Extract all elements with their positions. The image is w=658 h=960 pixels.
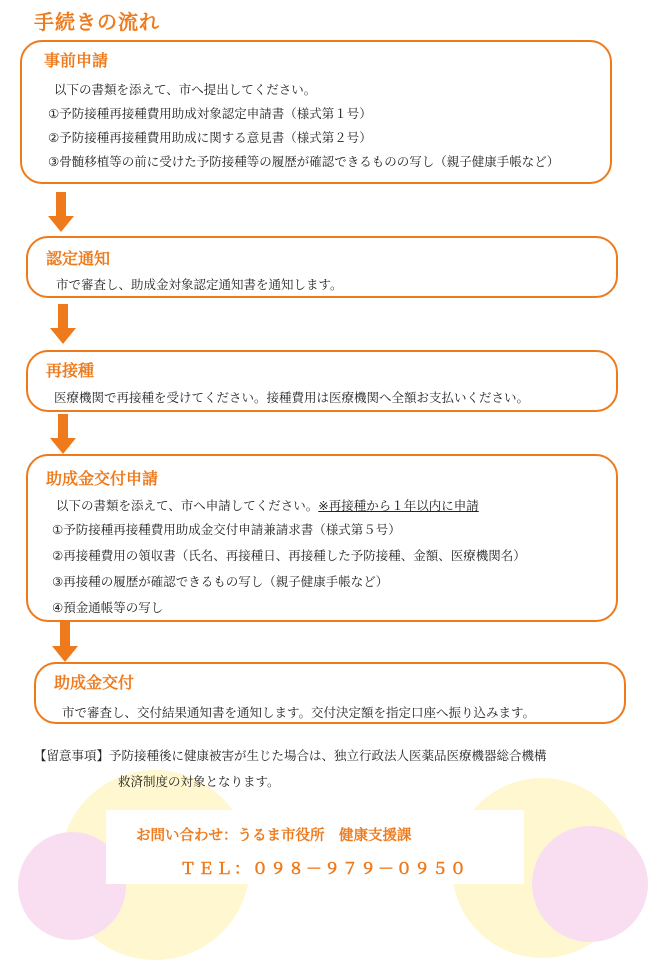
contact-phone: ＴＥＬ：０９８－９７９－０９５０	[180, 859, 469, 878]
step-line: 以下の書類を添えて、市へ提出してください。	[54, 82, 317, 97]
step-line: 市で審査し、助成金対象認定通知書を通知します。	[56, 277, 343, 292]
remark-label: 【留意事項】	[34, 748, 110, 763]
step-heading: 認定通知	[46, 249, 111, 268]
page-title: 手続きの流れ	[34, 10, 160, 34]
remark-line-2: 救済制度の対象となります。	[118, 774, 280, 789]
step-line: ③再接種の履歴が確認できるもの写し（親子健康手帳など）	[52, 574, 389, 589]
step-heading: 助成金交付	[54, 673, 135, 692]
step-heading: 再接種	[46, 361, 95, 380]
step-line: 市で審査し、交付結果通知書を通知します。交付決定額を指定口座へ振り込みます。	[62, 705, 536, 720]
step-line: ②予防接種再接種費用助成に関する意見書（様式第２号）	[48, 130, 372, 145]
step-line: ④預金通帳等の写し	[52, 600, 164, 615]
remark-line-1	[34, 746, 547, 764]
step-line: ③骨髄移植等の前に受けた予防接種等の履歴が確認できるものの写し（親子健康手帳など）	[48, 154, 560, 169]
decorative-circle-pink-right	[532, 826, 648, 942]
step-line: ②再接種費用の領収書（氏名、再接種日、再接種した予防接種、金額、医療機関名）	[52, 548, 526, 563]
flow-arrow-icon	[50, 414, 76, 456]
step-heading: 助成金交付申請	[46, 469, 159, 488]
step-line: ①予防接種再接種費用助成対象認定申請書（様式第１号）	[48, 106, 372, 121]
step-heading: 事前申請	[44, 51, 109, 70]
flow-arrow-icon	[50, 304, 76, 346]
contact-inquiry: お問い合わせ：うるま市役所 健康支援課	[136, 828, 412, 844]
step-line: ①予防接種再接種費用助成金交付申請兼請求書（様式第５号）	[52, 522, 401, 537]
flow-arrow-icon	[48, 192, 74, 234]
deadline-note: ※再接種から１年以内に申請	[318, 498, 479, 513]
flow-arrow-icon	[52, 622, 78, 664]
step-line	[56, 496, 479, 514]
step-line-main: 以下の書類を添えて、市へ申請してください。	[56, 498, 319, 513]
step-line: 医療機関で再接種を受けてください。接種費用は医療機関へ全額お支払いください。	[54, 390, 530, 405]
remark-text: 予防接種後に健康被害が生じた場合は、独立行政法人医薬品医療機器総合機構	[109, 748, 547, 763]
